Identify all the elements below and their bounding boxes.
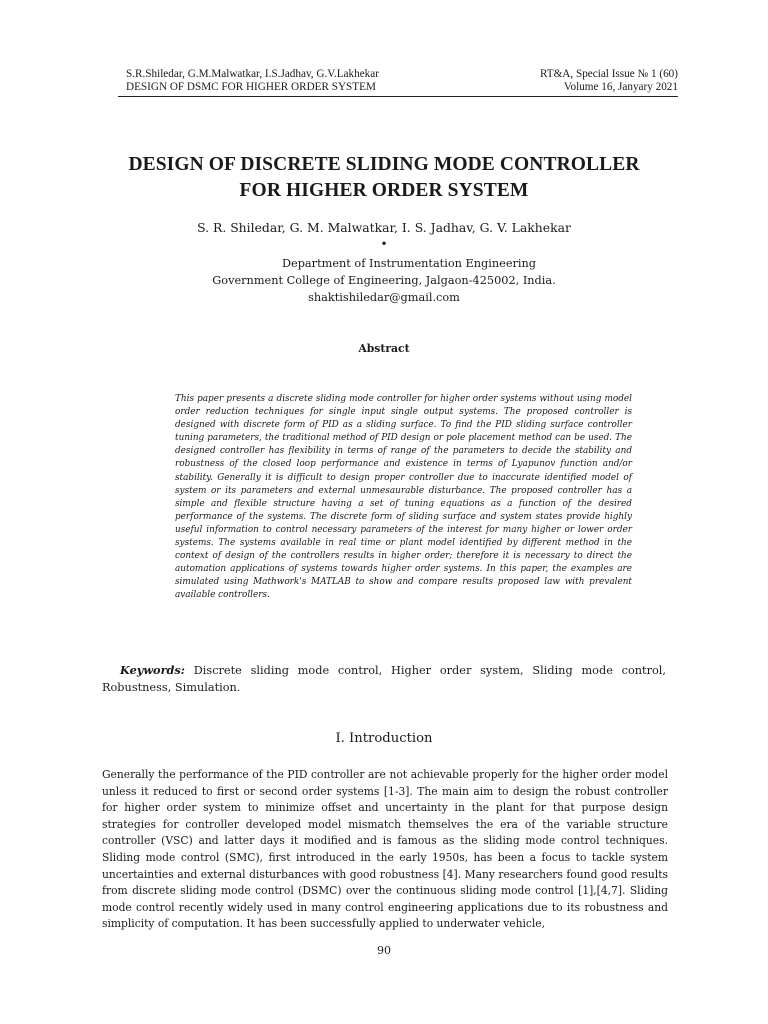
college: Government College of Engineering, Jalgaon-425002, India. (212, 274, 556, 287)
keywords-label: Keywords: (120, 663, 185, 677)
running-header (118, 68, 678, 97)
author-separator: • (380, 237, 388, 251)
email: shaktishiledar@gmail.com (308, 291, 460, 304)
abstract-body: This paper presents a discrete sliding mode controller for higher order systems without using model order reduction techniques for single input single output systems. The proposed controller is designed with discrete form of PID as a sliding surface. To find the PID sliding surface controller tuning parameters, the traditional method of PID design or pole placement method can be used. The designed controller has flexibility in terms of range of the parameters to decide the stability and robustness of the closed loop performance and existence in terms of Lyapunov function and/or stability. Generally it is difficult to design proper controller due to inaccurate identified model of system or its parameters and external unmesaurable disturbance. The proposed controller has a simple and flexible structure having a set of tuning equations as a function of the desired performance of the systems. The discrete form of sliding surface and system states provide highly useful information to control necessary parameters of the interest for many higher or lower order systems. The systems available in real time or plant model identified by different method in the context of design of the controllers results in higher order; therefore it is necessary to direct the automation applications of systems towards higher order systems. In this paper, the examples are simulated using Mathwork's MATLAB to show and compare results proposed law with prevalent available controllers. (175, 394, 632, 601)
affiliation (60, 255, 708, 306)
paper-title (60, 152, 708, 204)
header-volume: Volume 16, Janyary 2021 (563, 81, 678, 93)
paper-title-line-1: DESIGN OF DISCRETE SLIDING MODE CONTROLLER (128, 154, 640, 175)
header-short-title: DESIGN OF DSMC FOR HIGHER ORDER SYSTEM (126, 81, 376, 93)
author-list: S. R. Shiledar, G. M. Malwatkar, I. S. Jadhav, G. V. Lakhekar (197, 220, 571, 235)
section-heading-introduction: I. Introduction (335, 731, 433, 746)
keywords-text: Discrete sliding mode control, Higher order system, Sliding mode control, Robustness, Simulation. (102, 664, 666, 694)
keywords-paragraph (102, 662, 666, 696)
header-journal: RT&A, Special Issue № 1 (60) (539, 68, 678, 80)
department: Department of Instrumentation Engineering (281, 257, 537, 270)
introduction-paragraph: Generally the performance of the PID controller are not achievable properly for the higher order model unless it reduced to first or second order systems [1-3]. The main aim to design the robust controller for higher order system to minimize offset and uncertainty in the plant for that purpose design strategies for controller developed model mismatch themselves the era of the variable structure controller (VSC) and latter days it modified and is famous as the sliding mode control techniques. Sliding mode control (SMC), first introduced in the early 1950s, has been a focus to tackle system uncertainties and external disturbances with good robustness [4]. Many researchers found good results from discrete sliding mode control (DSMC) over the continuous sliding mode control [1],[4,7]. Sliding mode control recently widely used in many control engineering applications due to its robustness and simplicity of computation. It has been successfully applied to underwater vehicle, (102, 768, 668, 931)
header-authors: S.R.Shiledar, G.M.Malwatkar, I.S.Jadhav, G.V.Lakhekar (126, 68, 379, 80)
paper-title-line-2: FOR HIGHER ORDER SYSTEM (239, 180, 529, 201)
page-number: 90 (377, 944, 391, 957)
abstract-heading: Abstract (358, 342, 410, 355)
